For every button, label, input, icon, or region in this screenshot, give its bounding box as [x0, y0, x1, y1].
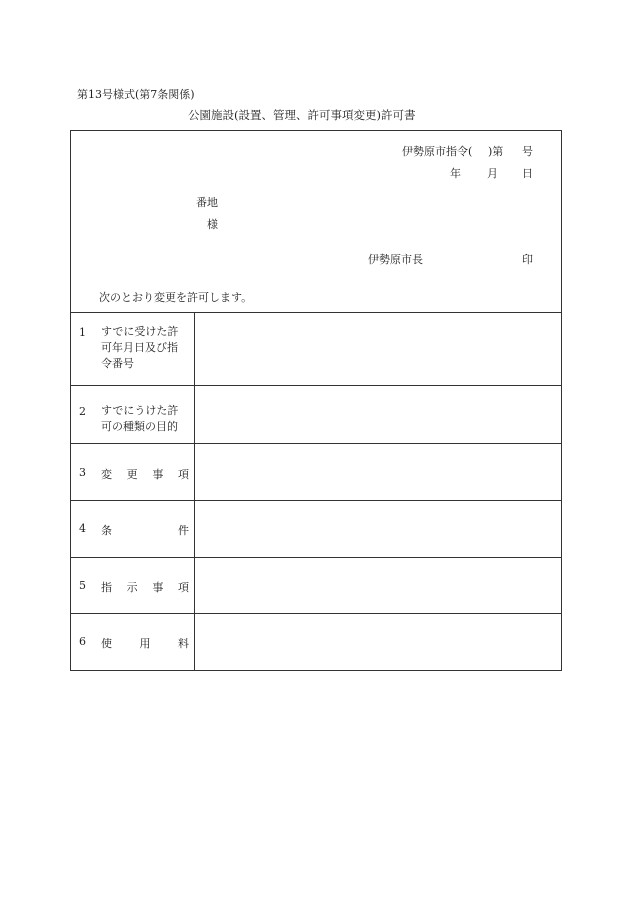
row-label-char: 条: [101, 524, 112, 537]
divider-row-5: [70, 613, 562, 614]
row-number: 4: [79, 522, 86, 535]
row-value-cell[interactable]: [196, 502, 560, 556]
row-label-char: 事: [152, 581, 164, 594]
row-label-line: 可の種類の目的: [101, 420, 178, 433]
mayor-label: 伊勢原市長: [368, 253, 423, 266]
row-label-char: 用: [139, 637, 151, 650]
row-label-char: 項: [177, 468, 189, 481]
row-value-cell[interactable]: [196, 314, 560, 384]
row-label-line: すでにうけた許: [101, 404, 179, 417]
row-value-cell[interactable]: [196, 615, 560, 670]
document-title: 公園施設(設置、管理、許可事項変更)許可書: [188, 108, 416, 122]
row-label: [101, 466, 189, 482]
row-label-char: 項: [177, 581, 189, 594]
row-value-cell[interactable]: [196, 445, 560, 499]
divider-row-2: [70, 443, 562, 444]
honorific-label: 様: [207, 218, 218, 231]
row-number: 2: [79, 405, 86, 418]
row-label-line: すでに受けた許: [101, 325, 179, 338]
divider-row-1: [70, 385, 562, 386]
designation-mid: )第: [488, 145, 504, 158]
row-value-cell[interactable]: [196, 559, 560, 612]
month-label: 月: [487, 167, 498, 180]
divider-row-3: [70, 500, 562, 501]
divider-row-4: [70, 557, 562, 558]
row-number: 6: [79, 635, 86, 648]
day-label: 日: [522, 167, 533, 180]
row-label-char: 示: [126, 581, 138, 594]
seal-mark: 印: [522, 253, 533, 266]
row-label-char: 事: [152, 468, 164, 481]
row-label-char: 指: [101, 581, 112, 594]
row-number: 1: [79, 326, 86, 339]
year-label: 年: [450, 167, 461, 180]
row-label-char: 更: [126, 468, 138, 481]
divider-header: [70, 312, 562, 313]
row-label: [101, 635, 189, 651]
row-number: 3: [79, 466, 86, 479]
address-label: 番地: [196, 196, 218, 209]
row-label-char: 変: [101, 468, 112, 481]
row-label-line: 可年月日及び指: [101, 341, 178, 354]
row-value-cell[interactable]: [196, 387, 560, 442]
row-label-char: 使: [101, 637, 112, 650]
row-label-char: 件: [178, 524, 189, 537]
column-divider: [194, 312, 195, 671]
row-label-line: 令番号: [101, 357, 134, 370]
designation-suffix: 号: [522, 145, 533, 158]
form-number: 第13号様式(第7条関係): [77, 88, 195, 101]
designation-prefix: 伊勢原市指令(: [402, 145, 473, 158]
row-label: [101, 579, 189, 595]
row-number: 5: [79, 579, 86, 592]
row-label: [101, 522, 189, 538]
permission-statement: 次のとおり変更を許可します。: [99, 291, 253, 304]
row-label-char: 料: [178, 637, 189, 650]
